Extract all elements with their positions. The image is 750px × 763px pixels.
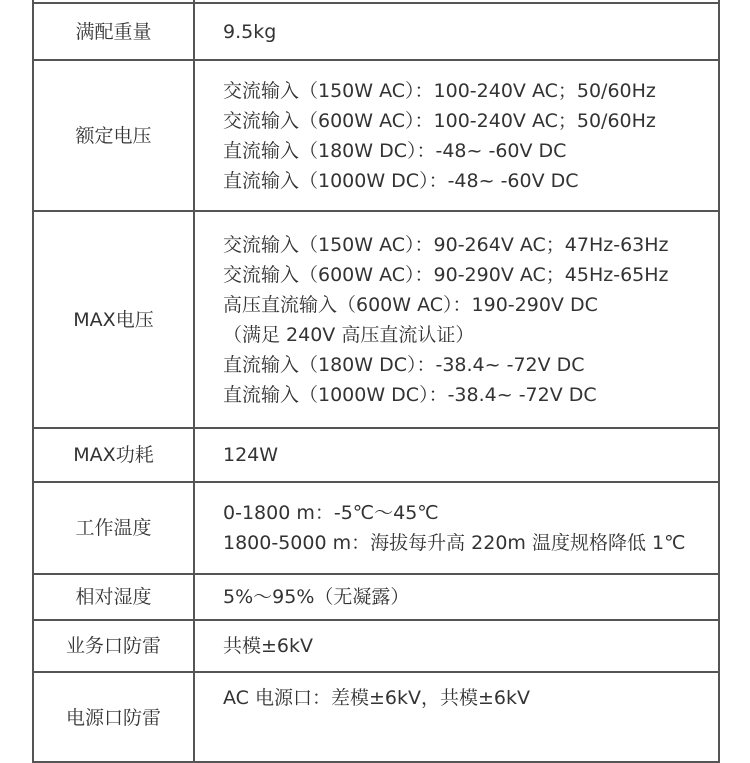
row-label: 电源口防雷	[33, 672, 194, 762]
table-row-power-port-lightning	[33, 672, 719, 762]
value-line: 直流输入（180W DC）：-38.4~ -72V DC	[223, 353, 585, 376]
value-line: 1800-5000 m：海拔每升高 220m 温度规格降低 1℃	[223, 532, 686, 554]
spec-table	[32, 0, 720, 763]
value-line: 交流输入（600W AC）：100-240V AC；50/60Hz	[223, 109, 656, 132]
value-line: 交流输入（150W AC）：100-240V AC；50/60Hz	[223, 79, 656, 102]
value-line: （满足 240V 高压直流认证）	[223, 323, 475, 346]
row-label: MAX功耗	[33, 428, 194, 482]
value-line: 交流输入（150W AC）：90-264V AC；47Hz-63Hz	[223, 233, 669, 256]
row-value	[194, 428, 719, 482]
value-line: 共模±6kV	[223, 635, 314, 657]
value-line: 直流输入（1000W DC）：-48~ -60V DC	[223, 169, 579, 192]
row-label: 工作温度	[33, 482, 194, 574]
table-row-weight	[33, 3, 719, 60]
table-row-relative-humidity	[33, 574, 719, 620]
value-line: 124W	[223, 444, 279, 466]
table-row-max-voltage	[33, 211, 719, 428]
value-line: 直流输入（1000W DC）：-38.4~ -72V DC	[223, 383, 597, 406]
row-value	[194, 60, 719, 211]
table-row-service-port-lightning	[33, 620, 719, 672]
value-line: 5%～95%（无凝露）	[223, 586, 410, 608]
row-label: 额定电压	[33, 60, 194, 211]
value-line: 0-1800 m：-5℃～45℃	[223, 502, 439, 524]
row-label: MAX电压	[33, 211, 194, 428]
value-line: 直流输入（180W DC）：-48~ -60V DC	[223, 139, 567, 162]
table-row-max-power	[33, 428, 719, 482]
row-value	[194, 672, 719, 762]
row-value	[194, 482, 719, 574]
value-line: 交流输入（600W AC）：90-290V AC；45Hz-65Hz	[223, 263, 669, 286]
row-label: 相对湿度	[33, 574, 194, 620]
value-line: 高压直流输入（600W AC）：190-290V DC	[223, 293, 598, 316]
row-value	[194, 574, 719, 620]
value-line: 9.5kg	[223, 20, 277, 43]
row-value	[194, 620, 719, 672]
row-label: 满配重量	[33, 3, 194, 60]
table-row-rated-voltage	[33, 60, 719, 211]
row-value	[194, 3, 719, 60]
table-row-operating-temperature	[33, 482, 719, 574]
row-label: 业务口防雷	[33, 620, 194, 672]
row-value	[194, 211, 719, 428]
value-line: AC 电源口：差模±6kV，共模±6kV	[223, 687, 530, 709]
